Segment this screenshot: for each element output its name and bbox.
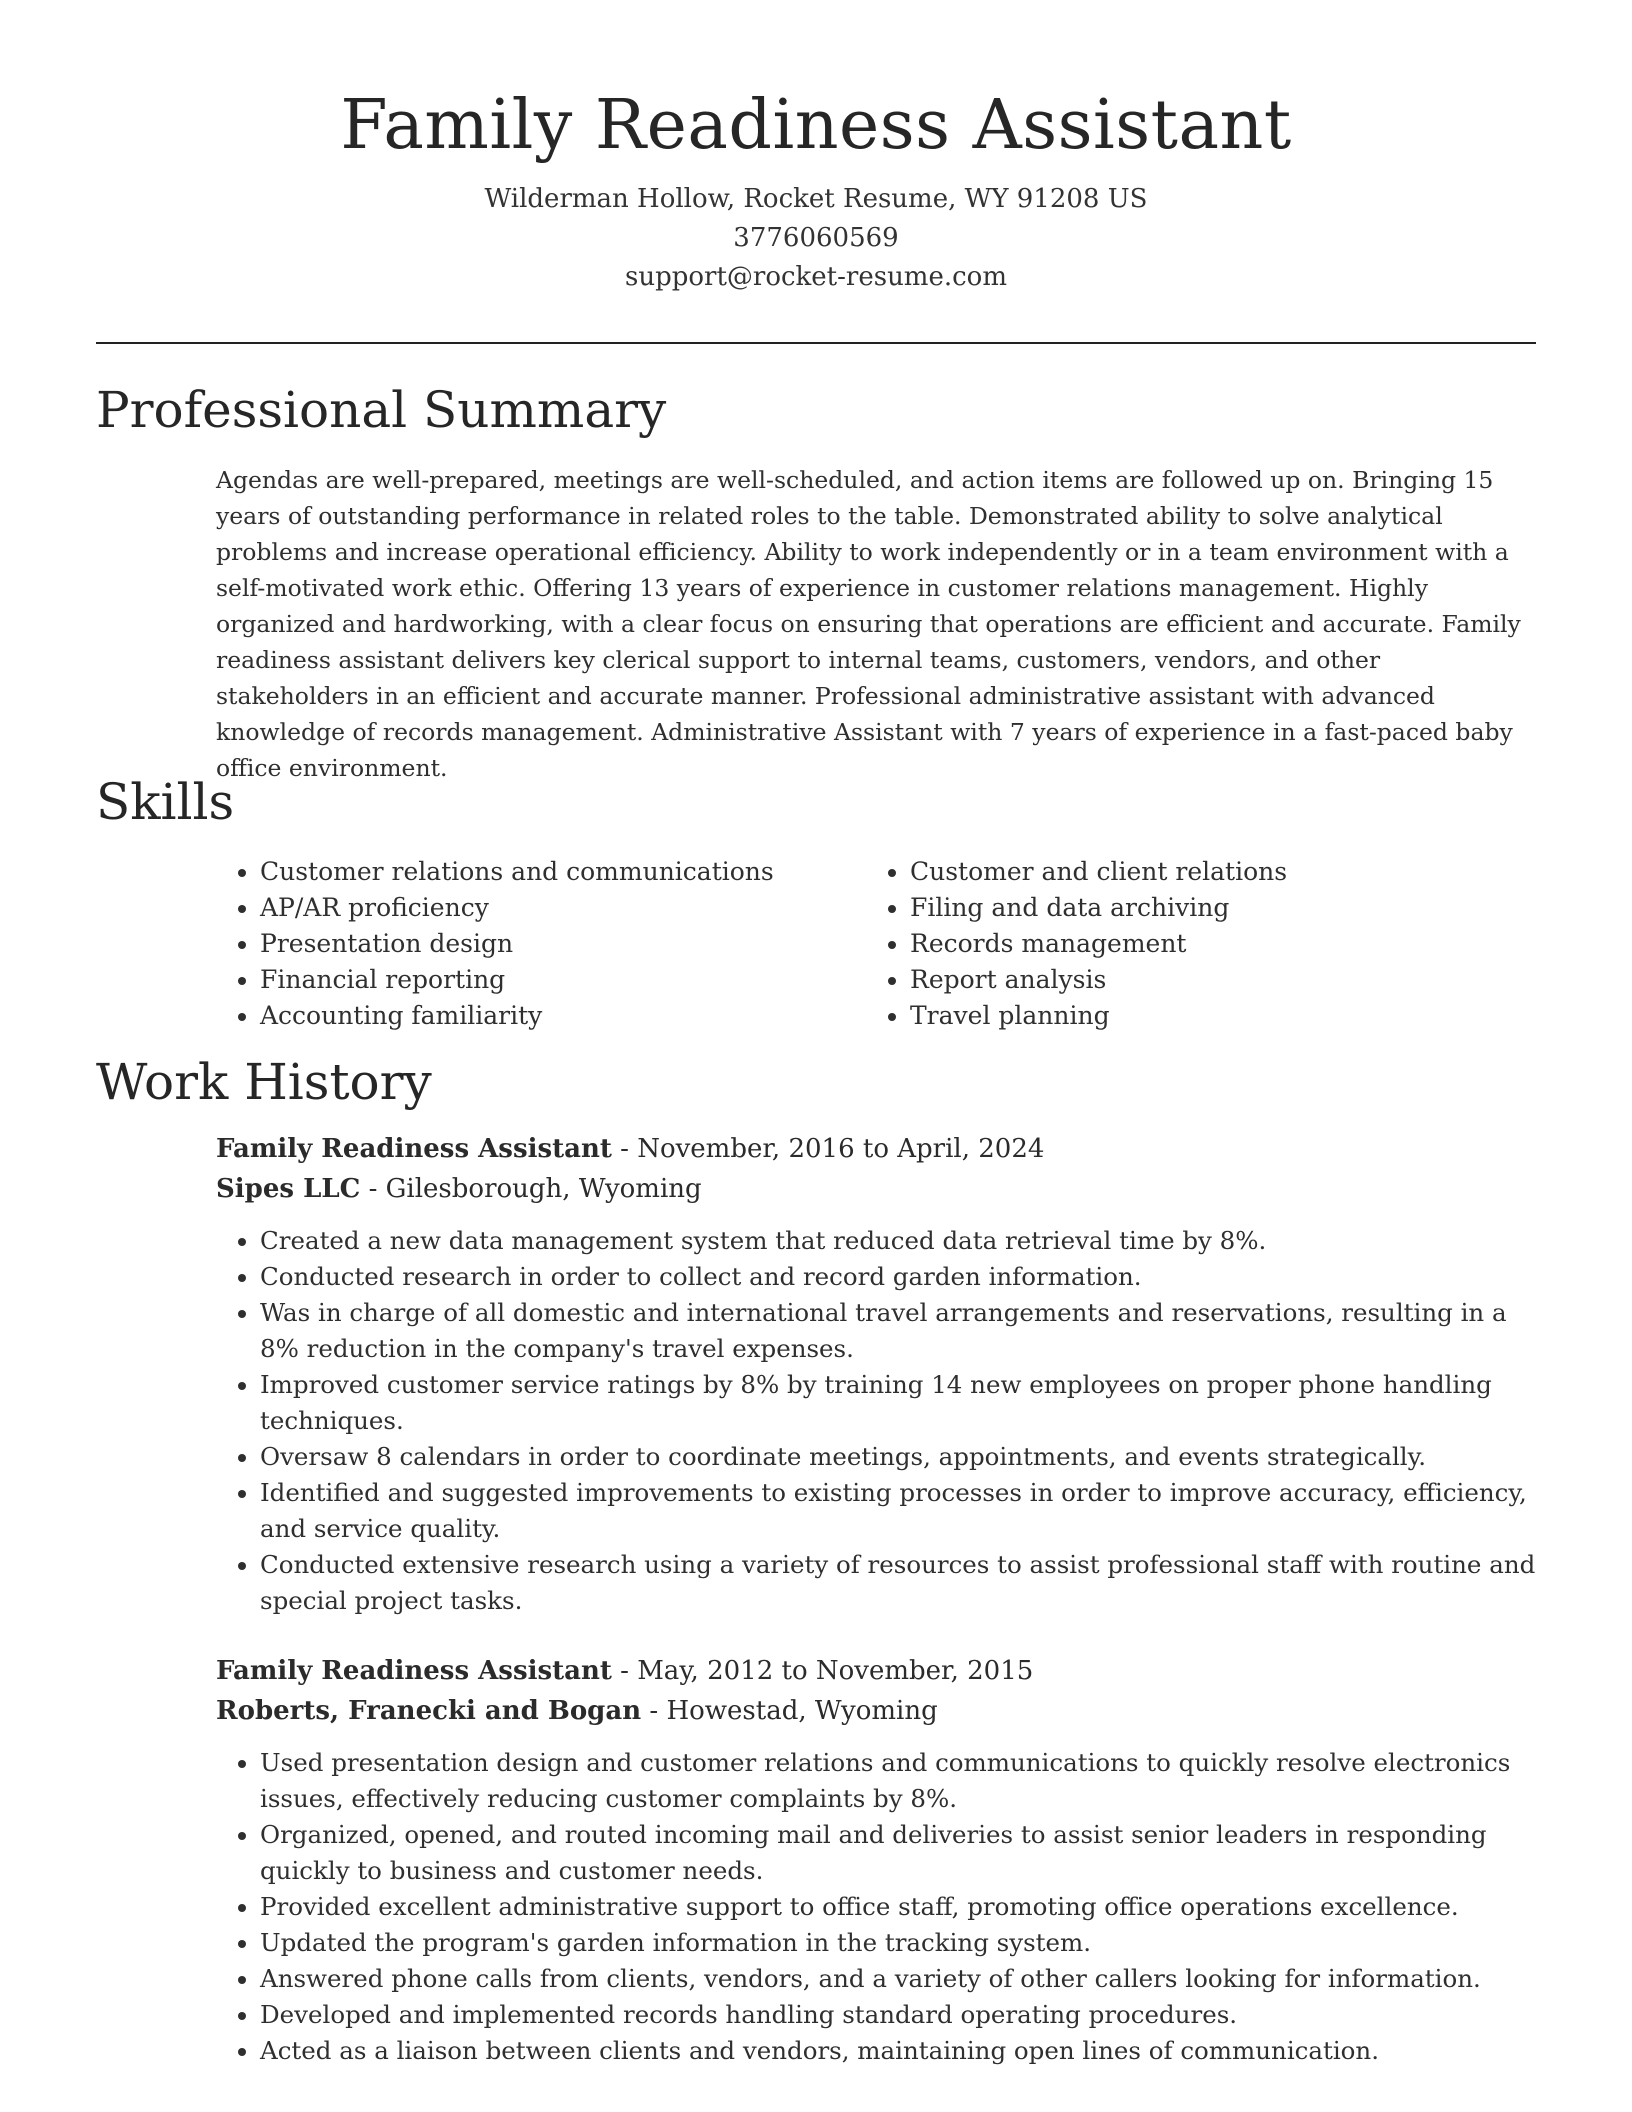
job-bullet: • Updated the program's garden information in the tracking system. <box>260 1925 1542 1961</box>
job-company: Sipes LLC <box>216 1174 361 1204</box>
skills-heading: Skills <box>96 773 235 831</box>
job-bullet: • Developed and implemented records handling standard operating procedures. <box>260 1997 1542 2033</box>
job-bullets <box>216 1223 1542 1619</box>
header-divider <box>96 342 1536 344</box>
skill-item: • Financial reporting <box>260 962 866 998</box>
job-entry <box>216 1651 1542 2069</box>
job-bullet: • Oversaw 8 calendars in order to coordinate meetings, appointments, and events strategically. <box>260 1439 1542 1475</box>
job-bullet: • Created a new data management system that reduced data retrieval time by 8%. <box>260 1223 1542 1259</box>
job-entry <box>216 1129 1542 1619</box>
job-bullet: • Conducted research in order to collect and record garden information. <box>260 1259 1542 1295</box>
job-title-line <box>216 1651 1542 1691</box>
job-dates: - November, 2016 to April, 2024 <box>611 1134 1045 1164</box>
skill-item: • Report analysis <box>910 962 1516 998</box>
skills-column-right <box>866 854 1516 1034</box>
job-bullet: • Was in charge of all domestic and international travel arrangements and reservations, resulting in a 8% reduction in the company's travel expenses. <box>260 1295 1542 1367</box>
skill-item: • Travel planning <box>910 998 1516 1034</box>
work-history-heading: Work History <box>96 1053 432 1111</box>
skill-item: • Records management <box>910 926 1516 962</box>
contact-email: support@rocket-resume.com <box>624 262 1007 292</box>
skill-item: • Presentation design <box>260 926 866 962</box>
skills-list <box>216 854 1536 1034</box>
job-title-line <box>216 1129 1542 1169</box>
job-bullet: • Organized, opened, and routed incoming mail and deliveries to assist senior leaders in responding quickly to business and customer needs. <box>260 1817 1542 1889</box>
job-bullet: • Used presentation design and customer relations and communications to quickly resolve electronics issues, effectively reducing customer complaints by 8%. <box>260 1745 1542 1817</box>
contact-block <box>0 180 1632 297</box>
job-bullet: • Identified and suggested improvements to existing processes in order to improve accuracy, efficiency, and service quality. <box>260 1475 1542 1547</box>
candidate-name: Family Readiness Assistant <box>340 86 1292 165</box>
job-dates: - May, 2012 to November, 2015 <box>611 1656 1034 1686</box>
job-bullet: • Improved customer service ratings by 8% by training 14 new employees on proper phone handling techniques. <box>260 1367 1542 1439</box>
skill-item: • Accounting familiarity <box>260 998 866 1034</box>
job-bullet: • Answered phone calls from clients, vendors, and a variety of other callers looking for information. <box>260 1961 1542 1997</box>
resume-header <box>0 0 1632 297</box>
skill-item: • Customer relations and communications <box>260 854 866 890</box>
job-bullet: • Provided excellent administrative support to office staff, promoting office operations excellence. <box>260 1889 1542 1925</box>
skills-column-left <box>216 854 866 1034</box>
skill-item: • AP/AR proficiency <box>260 890 866 926</box>
summary-heading: Professional Summary <box>96 381 667 439</box>
job-title: Family Readiness Assistant <box>216 1656 612 1686</box>
contact-phone: 3776060569 <box>733 223 899 253</box>
job-bullet: • Conducted extensive research using a variety of resources to assist professional staff with routine and special project tasks. <box>260 1547 1542 1619</box>
skill-item: • Filing and data archiving <box>910 890 1516 926</box>
job-location: - Gilesborough, Wyoming <box>360 1174 702 1204</box>
job-company-line <box>216 1691 1542 1731</box>
job-title: Family Readiness Assistant <box>216 1134 612 1164</box>
skill-item: • Customer and client relations <box>910 854 1516 890</box>
job-location: - Howestad, Wyoming <box>641 1696 938 1726</box>
job-company-line <box>216 1169 1542 1209</box>
job-bullets <box>216 1745 1542 2069</box>
job-bullet: • Acted as a liaison between clients and vendors, maintaining open lines of communication. <box>260 2033 1542 2069</box>
contact-address: Wilderman Hollow, Rocket Resume, WY 91208 US <box>484 184 1148 214</box>
job-company: Roberts, Franecki and Bogan <box>216 1696 642 1726</box>
summary-text: Agendas are well-prepared, meetings are well-scheduled, and action items are followed up on. Bringing 15 years of outstanding performance in related roles to the table. Demonstrated ability to solve analytical problems and increase operational efficiency. Ability to work independently or in a team environment with a self-motivated work ethic. Offering 13 years of experience in customer relations management. Highly organized and hardworking, with a clear focus on ensuring that operations are efficient and accurate. Family readiness assistant delivers key clerical support to internal teams, customers, vendors, and other stakeholders in an efficient and accurate manner. Professional administrative assistant with advanced knowledge of records management. Administrative Assistant with 7 years of experience in a fast-paced baby office environment. <box>216 466 1521 782</box>
